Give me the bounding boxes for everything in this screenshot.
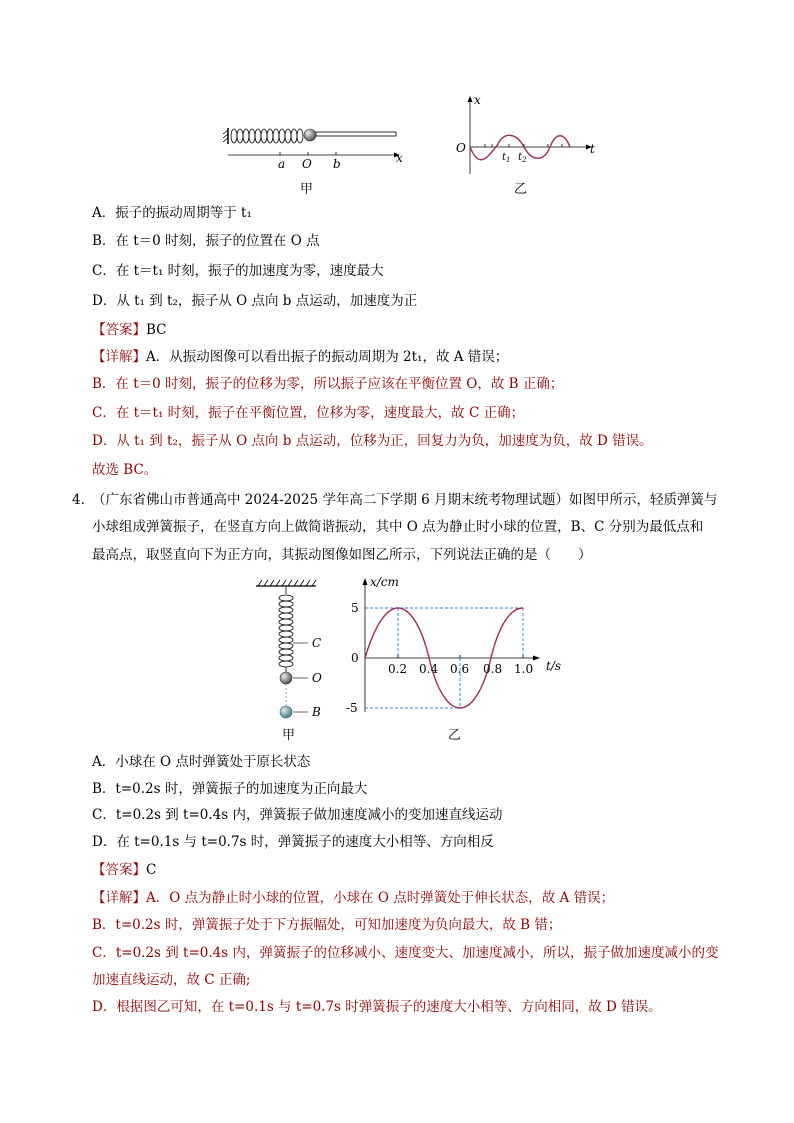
q4-option-b: B．t=0.2s 时，弹簧振子的加速度为正向最大 bbox=[92, 781, 368, 797]
q4-explanation-c1: C．t=0.2s 到 t=0.4s 内，弹簧振子的位移减小、速度变大、加速度减小，所以，振子做加速度减小的变 bbox=[92, 945, 719, 961]
x-tick-0.4: 0.4 bbox=[419, 662, 439, 676]
explain-tag: 【详解】 bbox=[92, 890, 146, 906]
q3-option-c: C．在 t＝t₁ 时刻，振子的加速度为零，速度最大 bbox=[92, 263, 384, 279]
label-b: b bbox=[333, 157, 341, 171]
q4-stem-line1: （广东省佛山市普通高中 2024-2025 学年高二下学期 6 月期末统考物理试题）如图甲所示，轻质弹簧与 bbox=[92, 492, 718, 508]
q3-explanation-a bbox=[92, 347, 508, 367]
x-tick-0.6: 0.6 bbox=[450, 662, 470, 676]
q4-stem-line2: 小球组成弹簧振子，在竖直方向上做简谐振动，其中 O 点为静止时小球的位置，B、C 分别为最低点和 bbox=[92, 519, 704, 535]
figure-vertical-spring bbox=[250, 578, 340, 728]
q3-option-d: D．从 t₁ 到 t₂，振子从 O 点向 b 点运动，加速度为正 bbox=[92, 293, 418, 309]
x-tick-0.2: 0.2 bbox=[388, 662, 408, 676]
figure1-label-left: 甲 bbox=[300, 182, 314, 197]
q4-answer bbox=[92, 860, 156, 880]
q3-conclusion: 故选 BC。 bbox=[92, 462, 158, 478]
q3-option-a: A．振子的振动周期等于 t₁ bbox=[92, 205, 252, 221]
q4-stem-line3: 最高点，取竖直向下为正方向，其振动图像如图乙所示，下列说法正确的是（ ） bbox=[92, 547, 592, 563]
graph-xlabel: t/s bbox=[546, 659, 562, 673]
explain-tag: 【详解】 bbox=[92, 349, 146, 365]
figure-horizontal-spring bbox=[220, 118, 410, 174]
graph-t-label: t bbox=[590, 142, 595, 156]
x-tick-0.8: 0.8 bbox=[483, 662, 503, 676]
ball-o bbox=[280, 672, 292, 684]
vertical-spring-coil bbox=[279, 595, 293, 667]
q3-explanation-c: C．在 t＝t₁ 时刻，振子在平衡位置，位移为零，速度最大，故 C 正确； bbox=[92, 405, 525, 421]
q4-number: 4． bbox=[72, 492, 95, 508]
figure-sine-graph bbox=[452, 92, 602, 182]
q4-explanation-c2: 加速直线运动，故 C 正确; bbox=[92, 972, 251, 988]
label-x: x bbox=[396, 151, 403, 165]
q3-explanation-b: B．在 t＝0 时刻，振子的位移为零，所以振子应该在平衡位置 O，故 B 正确； bbox=[92, 376, 564, 392]
q3-explanation-d: D．从 t₁ 到 t₂，振子从 O 点向 b 点运动，位移为正，回复力为负，加速度为负，故 D 错误。 bbox=[92, 433, 653, 449]
ball bbox=[304, 129, 316, 141]
q3-answer bbox=[92, 320, 167, 340]
answer-tag: 【答案】 bbox=[92, 862, 146, 878]
q4-option-a: A．小球在 O 点时弹簧处于原长状态 bbox=[92, 754, 311, 770]
figure2-label-left: 甲 bbox=[282, 728, 296, 743]
label-a: a bbox=[278, 157, 286, 171]
label-o: O bbox=[302, 157, 312, 171]
label-o-vertical: O bbox=[312, 671, 322, 685]
spring-coil bbox=[231, 129, 303, 143]
explain-text: A．从振动图像可以看出振子的振动周期为 2t₁，故 A 错误； bbox=[146, 349, 509, 365]
answer-value: BC bbox=[146, 322, 167, 338]
q4-explanation-d: D．根据图乙可知，在 t=0.1s 与 t=0.7s 时弹簧振子的速度大小相等、方向相同，故 D 错误。 bbox=[92, 999, 662, 1015]
label-b-vertical: B bbox=[312, 705, 321, 719]
figure2-label-right: 乙 bbox=[448, 728, 462, 743]
y-tick-5: 5 bbox=[351, 601, 359, 615]
graph-origin: O bbox=[456, 141, 466, 155]
figure-xt-graph bbox=[340, 572, 570, 722]
q4-explanation-b: B．t=0.2s 时，弹簧振子处于下方振幅处，可知加速度为负向最大，故 B 错； bbox=[92, 917, 562, 933]
answer-tag: 【答案】 bbox=[92, 322, 146, 338]
explain-text: A．O 点为静止时小球的位置，小球在 O 点时弹簧处于伸长状态，故 A 错误； bbox=[146, 890, 615, 906]
x-tick-1.0: 1.0 bbox=[514, 662, 534, 676]
graph-t1: $t_1$ bbox=[502, 152, 511, 164]
q4-option-d: D．在 t=0.1s 与 t=0.7s 时，弹簧振子的速度大小相等、方向相反 bbox=[92, 834, 494, 850]
answer-value: C bbox=[146, 862, 157, 878]
graph-t2: $t_2$ bbox=[518, 152, 527, 164]
y-tick-neg5: -5 bbox=[346, 701, 358, 715]
label-c: C bbox=[312, 636, 322, 650]
q4-option-c: C．t=0.2s 到 t=0.4s 内，弹簧振子做加速度减小的变加速直线运动 bbox=[92, 807, 503, 823]
figure1-label-right: 乙 bbox=[514, 182, 528, 197]
graph-x-label: x bbox=[474, 93, 481, 107]
y-tick-0: 0 bbox=[351, 651, 359, 665]
q4-explanation-a bbox=[92, 888, 614, 908]
graph-ylabel: x/cm bbox=[370, 575, 399, 589]
q3-option-b: B．在 t＝0 时刻，振子的位置在 O 点 bbox=[92, 233, 320, 249]
ball-b bbox=[280, 706, 292, 718]
